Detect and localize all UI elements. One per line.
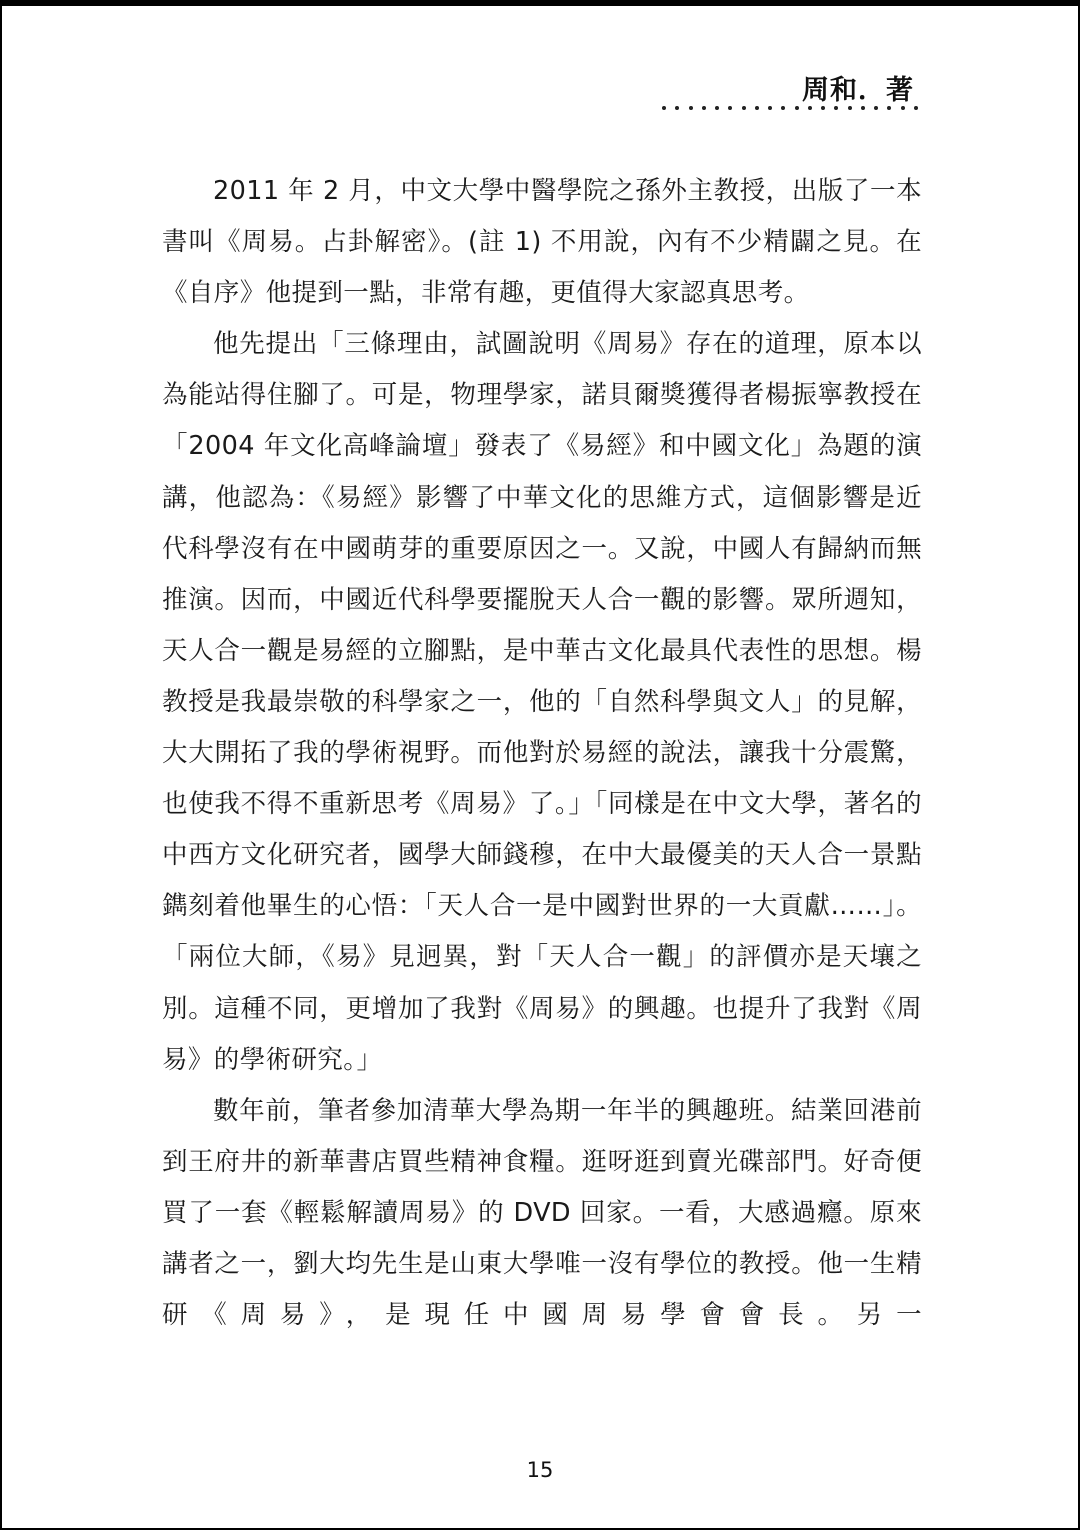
paragraph-1: 2011 年 2 月，中文大學中醫學院之孫外主教授，出版了一本書叫《周易。占卦解密》。(註 1) 不用說，內有不少精闢之見。在《自序》他提到一點，非常有趣，更值得大家認真思考。 bbox=[162, 176, 922, 309]
paragraph-3: 數年前，筆者參加清華大學為期一年半的興趣班。結業回港前到王府井的新華書店買些精神食糧。逛呀逛到賣光碟部門。好奇便買了一套《輕鬆解讀周易》的 DVD 回家。一看，大感過癮。原來講者之一，劉大均先生是山東大學唯一沒有學位的教授。他一生精研《周易》，是現任中國周易學會會長。另一 bbox=[162, 1095, 922, 1331]
header-dotted-rule bbox=[662, 102, 918, 114]
paragraph-2: 他先提出「三條理由，試圖說明《周易》存在的道理，原本以為能站得住腳了。可是，物理學家，諾貝爾獎獲得者楊振寧教授在「2004 年文化高峰論壇」發表了《易經》和中國文化」為題的演講，他認為：《易經》影響了中華文化的思維方式，這個影響是近代科學沒有在中國萌芽的重要原因之一。又說，中國人有歸納而無推演。因而，中國近代科學要擺脫天人合一觀的影響。眾所週知，天人合一觀是易經的立腳點，是中華古文化最具代表性的思想。楊教授是我最崇敬的科學家之一，他的「自然科學與文人」的見解，大大開拓了我的學術視野。而他對於易經的說法，讓我十分震驚，也使我不得不重新思考《周易》了。」「同樣是在中文大學，著名的中西方文化研究者，國學大師錢穆，在中大最優美的天人合一景點鐫刻着他畢生的心悟：「天人合一是中國對世界的一大貢獻……」。「兩位大師，《易》見迥異，對「天人合一觀」的評價亦是天壤之別。這種不同，更增加了我對《周易》的興趣。也提升了我對《周易》的學術研究。」 bbox=[162, 329, 922, 1075]
body-text bbox=[162, 166, 922, 1341]
page-number: 15 bbox=[526, 1458, 554, 1482]
book-page bbox=[2, 6, 1078, 1528]
running-header-author: 周和．著 bbox=[802, 75, 914, 106]
